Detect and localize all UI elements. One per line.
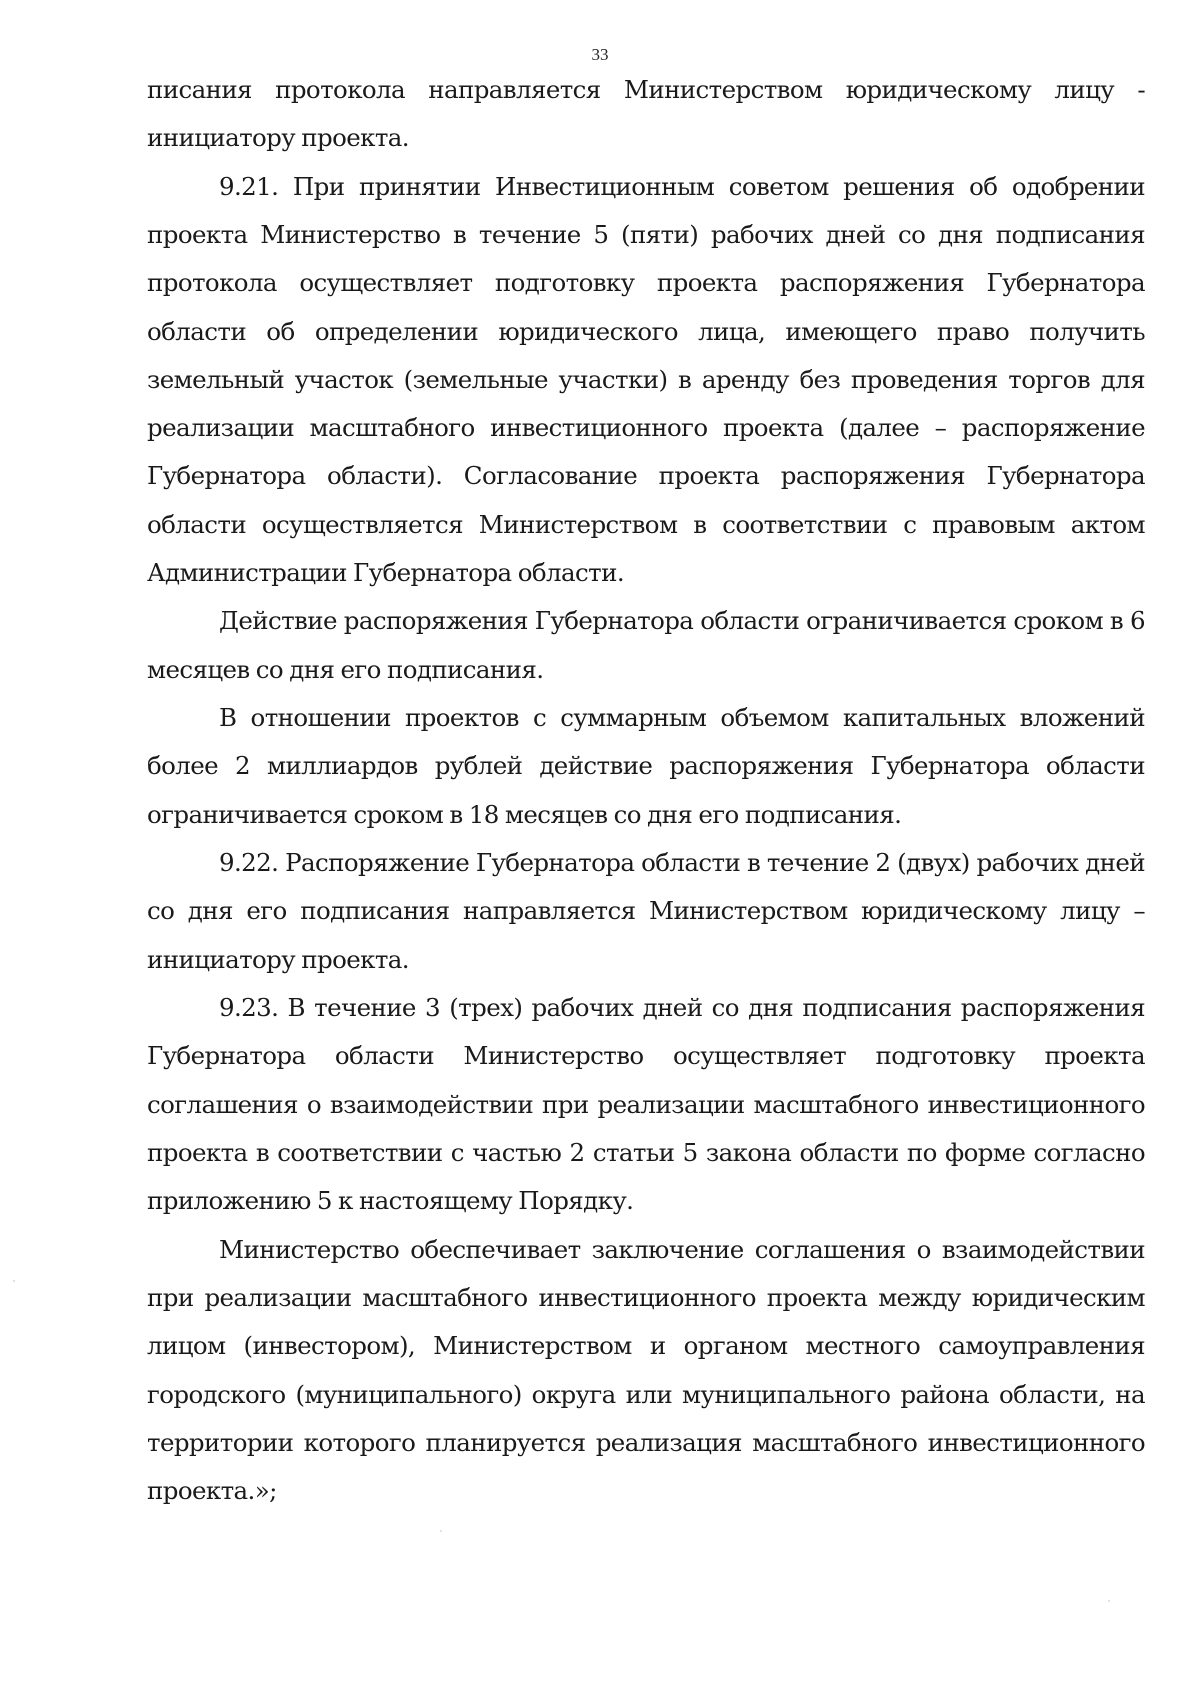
scan-speck [440,1530,442,1532]
paragraph-agreement: Министерство обеспечивает заключение соглашения о взаимодействии при реализации масштабного инвестиционного проекта между юридическим лицом (инвестором), Министерством и органом местного самоуправления городского (муниципального) округа или муниципального района области, на территории которого планируется реализация масштабного инвестиционного проекта.»; [147,1234,1145,1506]
scan-speck [1108,1600,1110,1602]
paragraph-9-21: 9.21. При принятии Инвестиционным советом решения об одобрении проекта Министерство в течение 5 (пяти) рабочих дней со дня подписания протокола осуществляет подготовку проекта распоряжения Губернатора области об определении юридического лица, имеющего право получить земельный участок (земельные участки) в аренду без проведения торгов для реализации масштабного инвестиционного проекта (далее – распоряжение Губернатора области). Согласование проекта распоряжения Губернатора области осуществляется Министерством в соответствии с правовым актом Администрации Губернатора области. [147,171,1145,588]
scan-speck [13,1280,15,1282]
paragraph-continuation: писания протокола направляется Министерством юридическому лицу - инициатору проекта. [147,75,1145,153]
paragraph-term-6-months: Действие распоряжения Губернатора области ограничивается сроком в 6 месяцев со дня его подписания. [147,606,1145,684]
paragraph-term-18-months: В отношении проектов с суммарным объемом капитальных вложений более 2 миллиардов рублей действие распоряжения Губернатора области ограничивается сроком в 18 месяцев со дня его подписания. [147,703,1145,829]
paragraph-9-22: 9.22. Распоряжение Губернатора области в течение 2 (двух) рабочих дней со дня его подписания направляется Министерством юридическому лицу – инициатору проекта. [147,848,1145,974]
document-body [147,66,1145,1516]
page-number: 33 [591,45,609,64]
paragraph-9-23: 9.23. В течение 3 (трех) рабочих дней со дня подписания распоряжения Губернатора области Министерство осуществляет подготовку проекта соглашения о взаимодействии при реализации масштабного инвестиционного проекта в соответствии с частью 2 статьи 5 закона области по форме согласно приложению 5 к настоящему Порядку. [147,993,1145,1216]
